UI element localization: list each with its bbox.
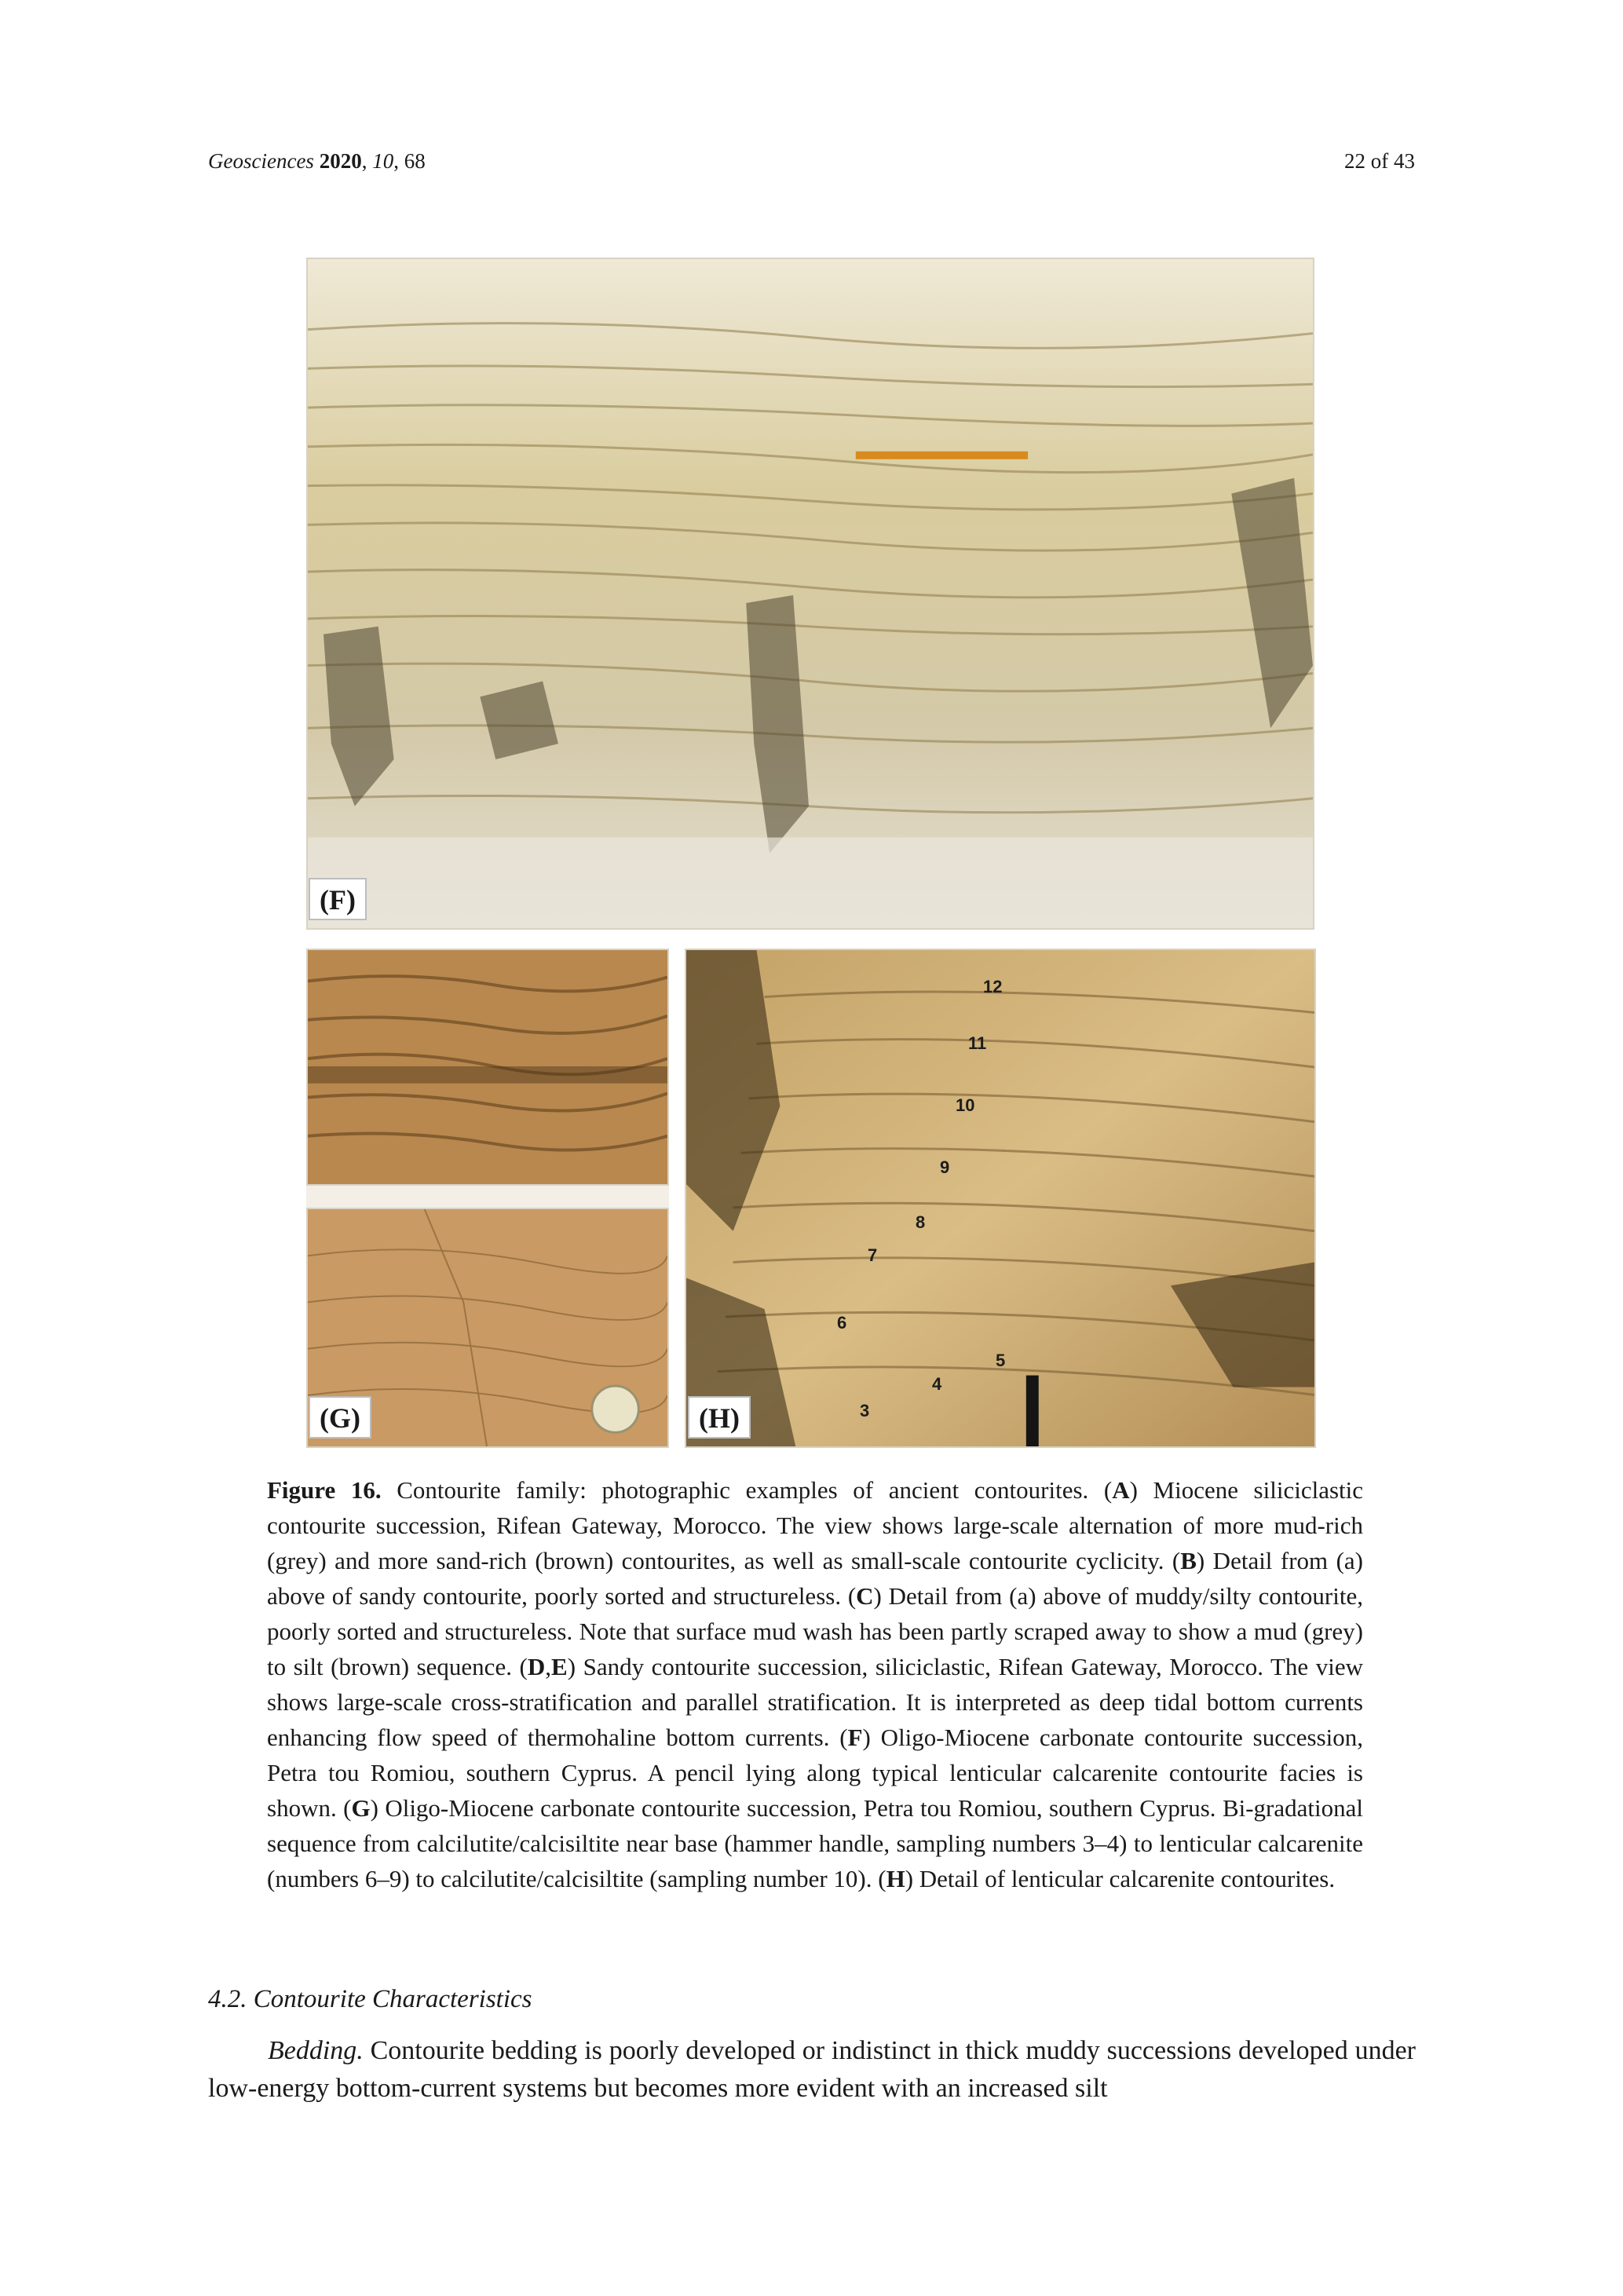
caption-key: G	[351, 1794, 371, 1822]
caption-text: ) Sandy contourite succession, siliciclastic, Rifean Gateway, Morocco. The view shows large-scale cross-stratification and parallel stratification. It is interpreted as deep tidal bottom currents enhancing flow speed of thermohaline bottom currents. (	[267, 1653, 1364, 1751]
sampling-number: 3	[860, 1401, 870, 1420]
caption-text: ) Detail of lenticular calcarenite contourites.	[905, 1865, 1336, 1892]
figure-panel-h-photo	[685, 949, 1316, 1448]
sampling-number: 6	[837, 1313, 847, 1333]
caption-intro: Contourite family: photographic examples of ancient contourites. (	[397, 1476, 1113, 1504]
panel-g-text: (G)	[320, 1402, 360, 1434]
caption-key: D	[527, 1653, 546, 1680]
caption-key: H	[886, 1865, 905, 1892]
caption-text: ) Detail from (a) above of muddy/silty contourite, poorly sorted and structureless. Note that surface mud wash has been partly scraped away to show a mud (grey) to silt (brown) sequence. (	[267, 1582, 1363, 1680]
caption-key: F	[847, 1724, 863, 1751]
journal-name: Geosciences	[208, 149, 314, 173]
panel-label-g	[309, 1396, 371, 1439]
caption-text: ) Oligo-Miocene carbonate contourite succession, Petra tou Romiou, southern Cyprus. Bi-gradational sequence from calcilutite/calcisiltite near base (hammer handle, sampling numbers 3–4) to lenticular calcarenite (numbers 6–9) to calcilutite/calcisiltite (sampling number 10). (	[267, 1794, 1363, 1892]
caption-text: ,	[545, 1653, 551, 1680]
caption-key: E	[551, 1653, 568, 1680]
figure-panel-f-photo	[306, 258, 1314, 930]
caption-text: ) Oligo-Miocene carbonate contourite succession, Petra tou Romiou, southern Cyprus. A pencil lying along typical lenticular calcarenite contourite facies is shown. (	[267, 1724, 1363, 1822]
figure-caption	[267, 1472, 1363, 1896]
sampling-number: 5	[996, 1351, 1006, 1370]
journal-citation: Geosciences 2020, 10, 68	[208, 149, 426, 173]
journal-volume: 10	[372, 149, 394, 173]
caption-key: B	[1180, 1547, 1197, 1574]
paragraph-lead: Bedding.	[268, 2036, 364, 2065]
caption-key: A	[1112, 1476, 1130, 1504]
caption-key: C	[856, 1582, 874, 1610]
panel-g-separator	[306, 1186, 669, 1208]
panel-label-h	[688, 1396, 751, 1439]
article-number: 68	[404, 149, 426, 173]
panel-label-f	[309, 878, 367, 920]
sampling-number: 10	[956, 1095, 975, 1115]
caption-text: ) Miocene siliciclastic contourite succession, Rifean Gateway, Morocco. The view shows large-scale alternation of more mud-rich (grey) and more sand-rich (brown) contourites, as well as small-scale contourite cyclicity. (	[267, 1476, 1364, 1574]
sampling-number: 11	[968, 1033, 987, 1053]
panel-f-text: (F)	[320, 884, 356, 916]
body-paragraph	[208, 2032, 1416, 2108]
panel-h-text: (H)	[699, 1402, 740, 1434]
sampling-number: 9	[940, 1157, 950, 1177]
page-number: 22 of 43	[1344, 149, 1415, 173]
sampling-number: 8	[916, 1212, 926, 1232]
sampling-number: 7	[868, 1245, 878, 1265]
section-heading: 4.2. Contourite Characteristics	[208, 1985, 532, 2013]
figure-label: Figure 16.	[267, 1476, 382, 1504]
paragraph-text: Contourite bedding is poorly developed or indistinct in thick muddy successions developed under low-energy bottom-current systems but becomes more evident with an increased silt	[208, 2036, 1416, 2103]
journal-year: 2020	[319, 149, 362, 173]
figure-panel-g-photo-top	[306, 949, 669, 1186]
running-header	[208, 149, 1415, 181]
caption-text: ) Detail from (a) above of sandy contourite, poorly sorted and structureless. (	[267, 1547, 1363, 1610]
sampling-number: 4	[932, 1374, 942, 1394]
sampling-number: 12	[983, 977, 1003, 996]
